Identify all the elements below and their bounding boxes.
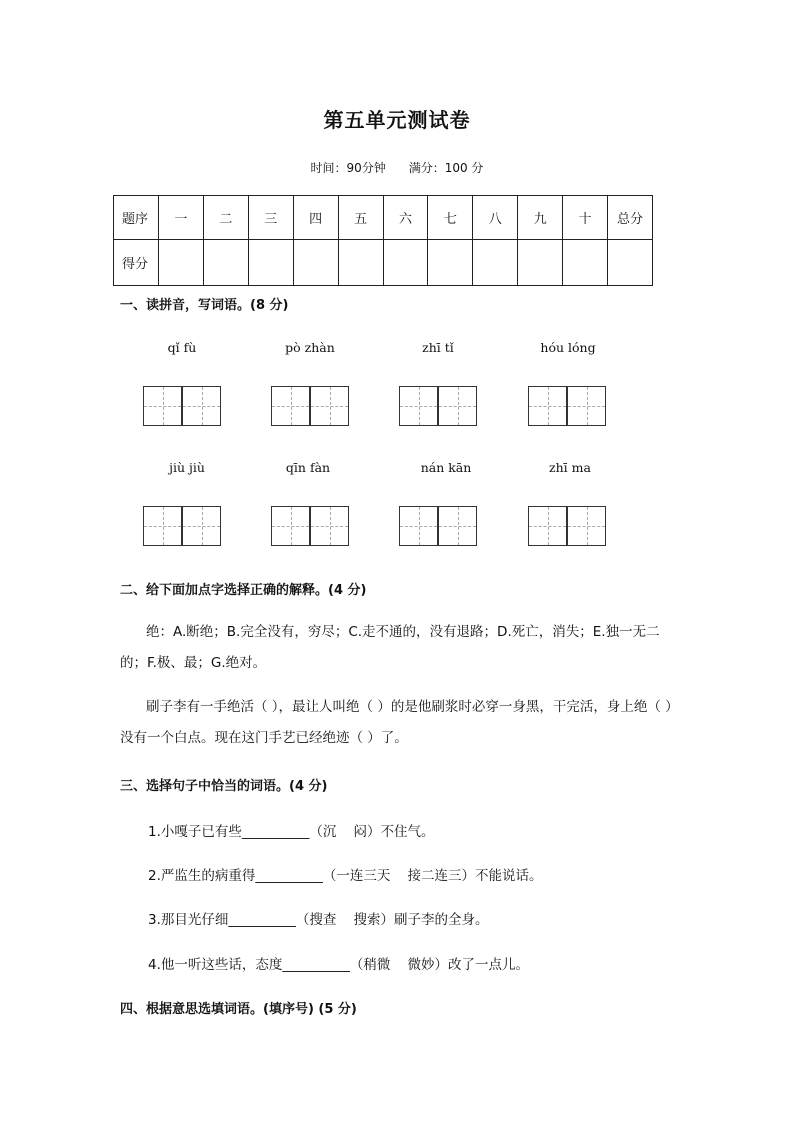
writing-grid[interactable]: [143, 386, 221, 426]
score-cell[interactable]: [473, 240, 518, 286]
section-1-heading: 一、读拼音，写词语。(8 分): [120, 298, 289, 313]
score-column-2: 二: [203, 196, 248, 240]
score-cell[interactable]: [563, 240, 608, 286]
writing-grid[interactable]: [528, 386, 606, 426]
pinyin-label: zhī ma: [549, 460, 591, 475]
pinyin-label: zhī tǐ: [422, 340, 454, 355]
question-item: 1.小嘎子已有些__________（沉 闷）不住气。: [148, 824, 435, 840]
score-table-row-label: 得分: [114, 240, 159, 286]
score-table-score-row: [114, 240, 653, 286]
pinyin-label: nán kān: [420, 460, 472, 475]
exam-info: 时间：90分钟 满分：100 分: [310, 161, 484, 175]
score-cell[interactable]: [293, 240, 338, 286]
score-column-9: 九: [518, 196, 563, 240]
passage-text: 刷子李有一手绝活（ ），最让人叫绝（ ）的是他刷浆时必穿一身黑，干完活，身上绝（ ）没有一个白点。现在这门手艺已经绝迹（ ）了。: [120, 699, 679, 746]
score-cell[interactable]: [159, 240, 204, 286]
writing-grid[interactable]: [399, 506, 477, 546]
score-cell[interactable]: [203, 240, 248, 286]
score-cell[interactable]: [608, 240, 653, 286]
score-table: [113, 195, 653, 286]
pinyin-label: jiù jiù: [169, 460, 205, 475]
passage-paragraph: [120, 692, 680, 754]
score-column-8: 八: [473, 196, 518, 240]
score-cell[interactable]: [518, 240, 563, 286]
score-column-1: 一: [159, 196, 204, 240]
section-3-heading: 三、选择句子中恰当的词语。(4 分): [120, 779, 328, 794]
writing-grid[interactable]: [528, 506, 606, 546]
question-item: 3.那目光仔细__________（搜查 搜索）刷子李的全身。: [148, 912, 489, 928]
score-column-10: 十: [563, 196, 608, 240]
score-column-5: 五: [338, 196, 383, 240]
score-cell[interactable]: [338, 240, 383, 286]
writing-grid[interactable]: [271, 386, 349, 426]
definitions-paragraph: [120, 617, 680, 679]
score-cell[interactable]: [248, 240, 293, 286]
pinyin-label: qǐ fù: [167, 340, 197, 355]
section-2-heading: 二、给下面加点字选择正确的解释。(4 分): [120, 583, 367, 598]
score-table-header-row: [114, 196, 653, 240]
pinyin-label: qīn fàn: [285, 460, 331, 475]
pinyin-label: pò zhàn: [285, 340, 335, 355]
pinyin-label: hóu lóng: [540, 340, 596, 355]
score-column-3: 三: [248, 196, 293, 240]
writing-grid[interactable]: [143, 506, 221, 546]
score-column-6: 六: [383, 196, 428, 240]
score-table-row-label: 题序: [114, 196, 159, 240]
section-4-heading: 四、根据意思选填词语。(填序号) (5 分): [120, 1002, 357, 1017]
writing-grid[interactable]: [399, 386, 477, 426]
score-cell[interactable]: [428, 240, 473, 286]
score-column-total: 总分: [608, 196, 653, 240]
question-item: 2.严监生的病重得__________（一连三天 接二连三）不能说话。: [148, 868, 543, 884]
score-column-7: 七: [428, 196, 473, 240]
score-cell[interactable]: [383, 240, 428, 286]
question-item: 4.他一听这些话，态度__________（稍微 微妙）改了一点儿。: [148, 957, 530, 973]
score-column-4: 四: [293, 196, 338, 240]
definitions-text: 绝：A.断绝；B.完全没有，穷尽；C.走不通的，没有退路；D.死亡，消失；E.独一无二的；F.极、最；G.绝对。: [120, 624, 660, 671]
writing-grid[interactable]: [271, 506, 349, 546]
page-title: 第五单元测试卷: [323, 108, 471, 132]
